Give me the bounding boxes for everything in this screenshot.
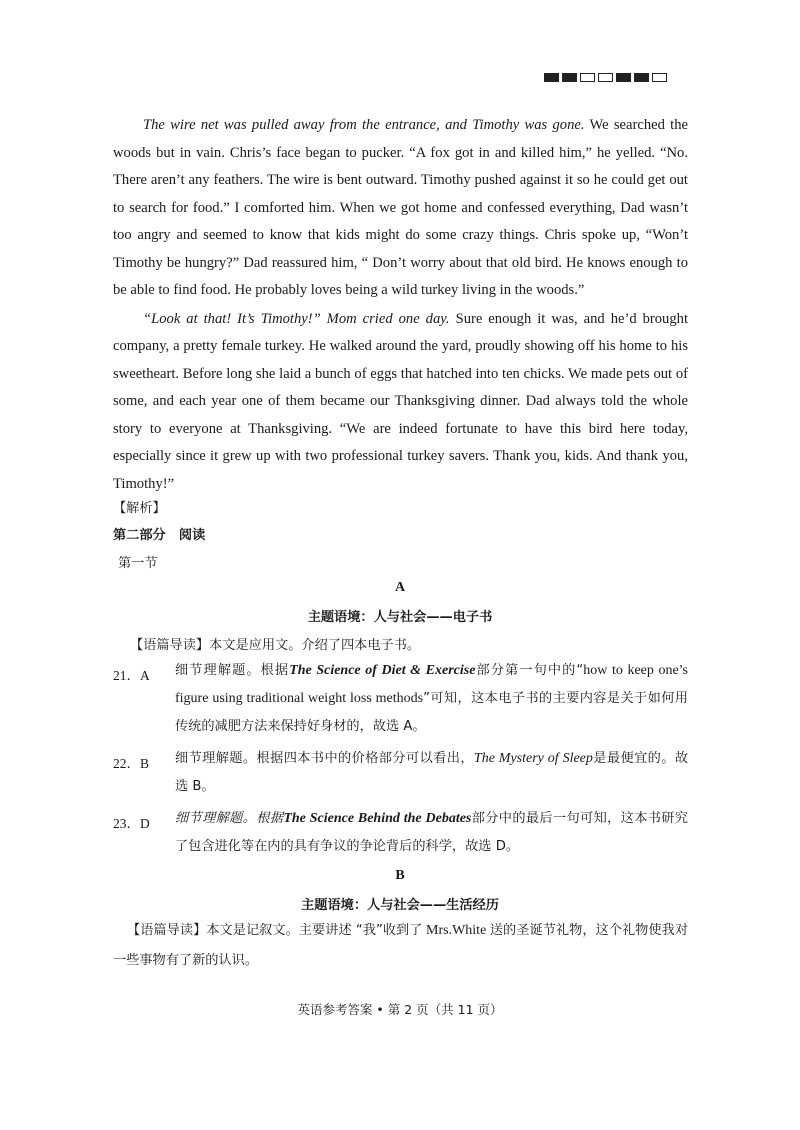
- marker-square-filled: [634, 73, 649, 82]
- guide-text: 本文是应用文。介绍了四本电子书。: [209, 638, 421, 653]
- part-title: 第二部分 阅读: [113, 528, 206, 543]
- guide-tag: 【语篇导读】: [130, 638, 210, 653]
- explanation-text: 细节理解题。根据四本书中的价格部分可以看出，: [175, 751, 474, 766]
- guide-text: 送的圣诞节礼物，这个礼物使我对一些事物有了新的认识。: [113, 923, 689, 968]
- paragraph-lead-sentence: The wire net was pulled away from the entrance, and Timothy was gone.: [143, 117, 585, 133]
- question-22-answer: 22．B: [113, 756, 150, 771]
- book-title: The Science Behind the Debates: [283, 811, 472, 826]
- marker-square-filled: [616, 73, 631, 82]
- question-21-answer: 21．A: [113, 668, 150, 683]
- story-paragraph-1: [113, 112, 688, 305]
- quoted-text: how to keep one’s figure using traditional weight loss methods: [175, 663, 689, 706]
- passage-a-theme: 主题语境：人与社会——电子书: [307, 610, 493, 625]
- story-paragraph-2: [113, 306, 688, 499]
- passage-a-guide: [130, 634, 420, 653]
- marker-square-empty: [580, 73, 595, 82]
- analysis-heading: 【解析】: [113, 501, 166, 516]
- marker-square-empty: [652, 73, 667, 82]
- book-title: The Mystery of Sleep: [473, 751, 593, 766]
- marker-square-filled: [544, 73, 559, 82]
- passage-letter-b: B: [395, 868, 405, 883]
- explanation-text: 细节理解题。根据: [175, 663, 290, 678]
- page-footer: 英语参考答案 • 第 2 页（共 11 页）: [297, 1002, 503, 1017]
- page-marker-squares: [544, 73, 667, 82]
- guide-tag: 【语篇导读】: [127, 923, 207, 938]
- paragraph-lead-sentence: “Look at that! It’s Timothy!” Mom cried one day.: [143, 310, 450, 327]
- question-22-explanation: [175, 745, 688, 801]
- question-23-explanation: [175, 805, 688, 861]
- paragraph-body: We searched the woods but in vain. Chris’s face began to pucker. “A fox got in and killed him,” he yelled. “No. There aren’t any feathers. The wire is bent outward. Timothy pushed against it so he could get out to search for food.” I comforted him. When we got home and confessed everything, Dad wasn’t too angry and seemed to know that kids might do some crazy things. Chris spoke up, “Won’t Timothy be hungry?” Dad reassured him, “ Don’t worry about that old bird. He knows enough to be able to find food. He probably loves being a wild turkey living in the woods.”: [113, 117, 689, 298]
- explanation-text: 部分第一句中的“: [475, 663, 584, 678]
- question-23-answer: 23．D: [113, 816, 150, 831]
- explanation-text: 是最便宜的。故选 B。: [175, 751, 689, 794]
- guide-name: Mrs.White: [422, 923, 490, 938]
- story-continuation: [113, 112, 688, 498]
- explanation-text: 部分中的最后一句可知，这本书研究了包含进化等在内的具有争议的争论背后的科学，故选 D。: [175, 811, 688, 854]
- question-21-explanation: [175, 657, 688, 741]
- guide-text: 本文是记叙文。主要讲述 “我”收到了: [206, 923, 423, 938]
- paragraph-body: Sure enough it was, and he’d brought company, a pretty female turkey. He walked around the yard, proudly showing off his home to his sweetheart. Before long she laid a bunch of eggs that hatched into ten chicks. We made pets out of some, and each year one of them became our Thanksgiving dinner. Dad always told the whole story to everyone at Thanksgiving. “We are indeed fortunate to have this bird here today, especially since it grew up with two professional turkey savers. Thank you, kids. And thank you, Timothy!”: [113, 310, 689, 492]
- passage-letter-a: A: [394, 580, 406, 595]
- passage-b-theme: 主题语境：人与社会——生活经历: [301, 898, 499, 913]
- passage-b-guide: [113, 916, 688, 976]
- marker-square-empty: [598, 73, 613, 82]
- marker-square-filled: [562, 73, 577, 82]
- explanation-text: ”可知，这本电子书的主要内容是关于如何用传统的减肥方法来保持好身材的，故选 A。: [175, 691, 688, 734]
- section-title: 第一节: [118, 556, 158, 571]
- book-title: The Science of Diet & Exercise: [289, 663, 476, 678]
- explanation-text: 细节理解题。根据: [175, 811, 284, 826]
